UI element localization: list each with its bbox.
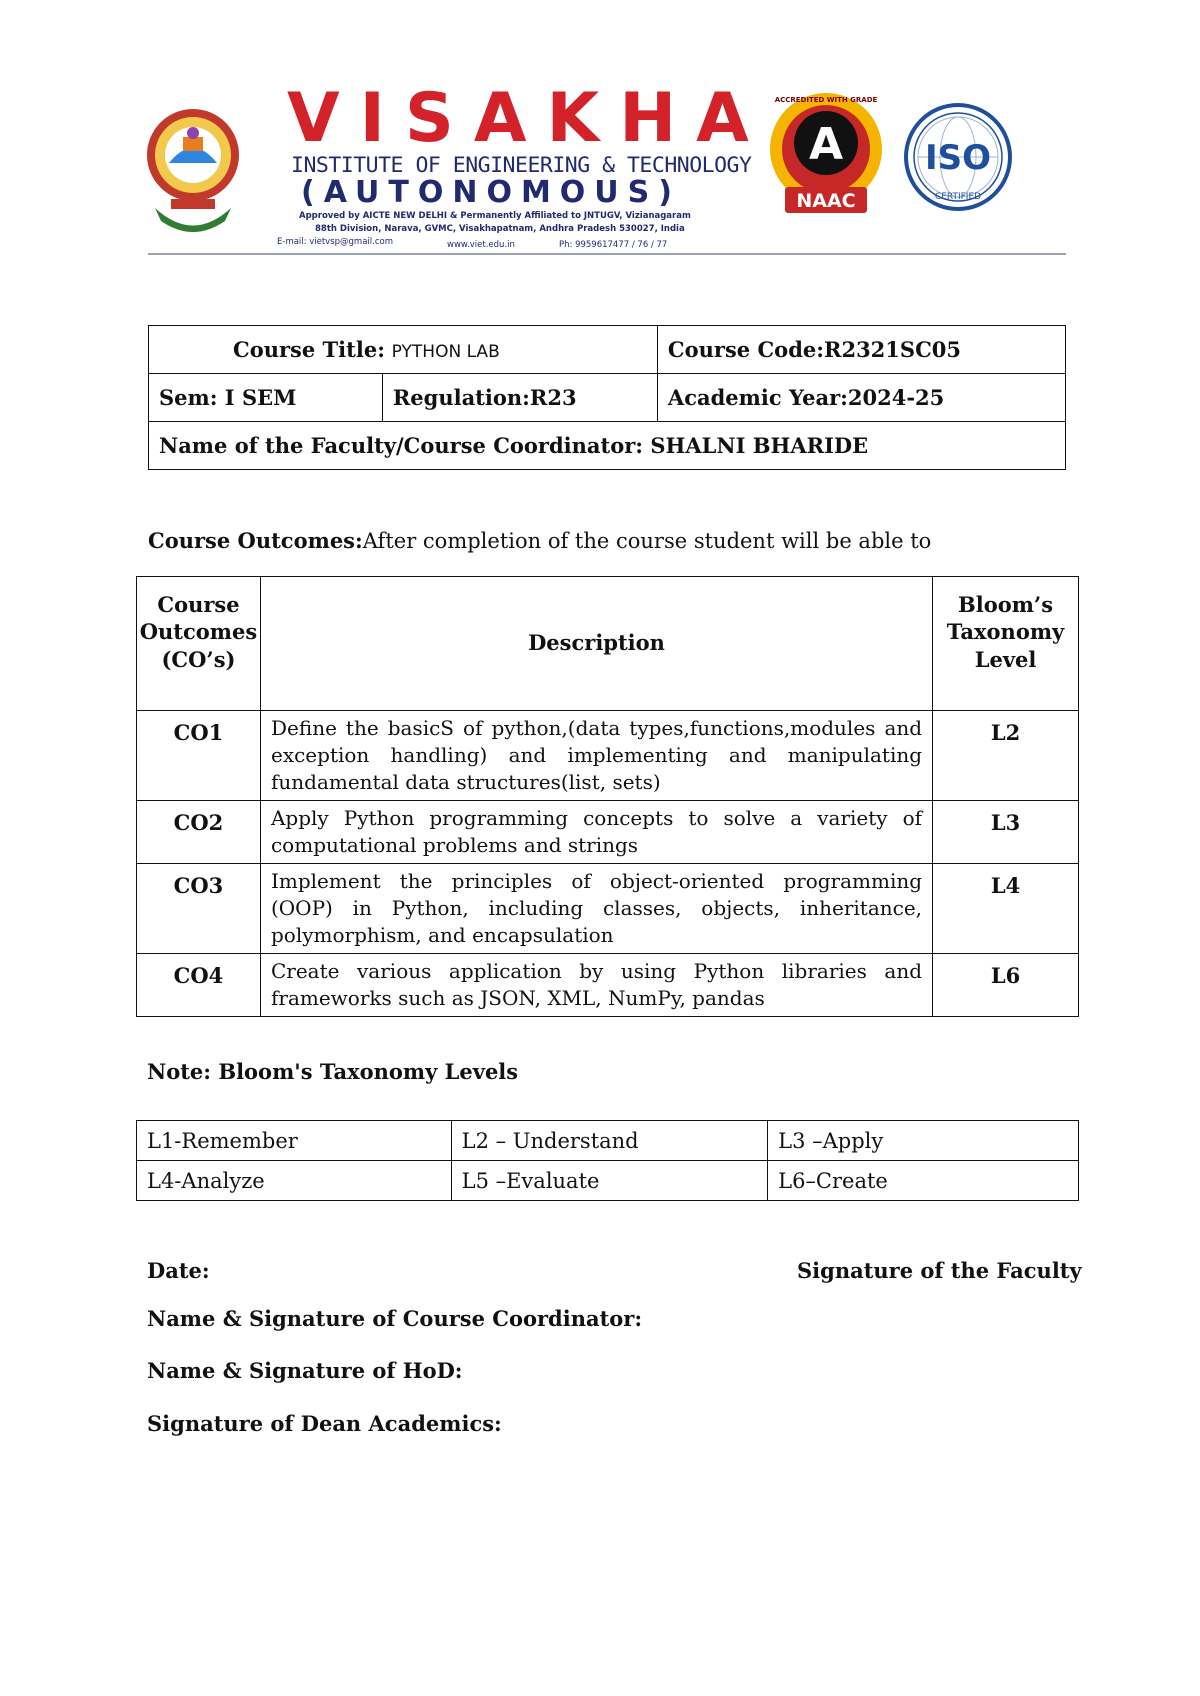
iso-label: ISO xyxy=(924,138,992,178)
header-line: Outcomes xyxy=(139,619,258,645)
dean-signature-label: Signature of Dean Academics: xyxy=(147,1411,502,1436)
blooms-levels-table xyxy=(136,1120,1079,1201)
course-info-table xyxy=(148,325,1066,470)
level-cell: L2 – Understand xyxy=(451,1121,768,1161)
table-row xyxy=(137,801,1079,864)
table-row xyxy=(137,711,1079,801)
table-row xyxy=(137,1121,1079,1161)
semester-cell: Sem: I SEM xyxy=(149,374,383,422)
co-level: L3 xyxy=(933,801,1079,864)
table-row xyxy=(137,864,1079,954)
date-label: Date: xyxy=(147,1258,210,1283)
table-row xyxy=(149,422,1066,470)
course-code-value: R2321SC05 xyxy=(824,337,962,362)
iso-ring-text: CERTIFIED xyxy=(934,192,982,202)
header-line: Bloom’s xyxy=(957,592,1054,617)
co-level: L6 xyxy=(933,954,1079,1017)
co-code: CO1 xyxy=(137,711,261,801)
naac-label: NAAC xyxy=(796,190,856,212)
course-title-cell xyxy=(149,326,658,374)
co-description: Implement the principles of object-oriented programming (OOP) in Python, including classes, objects, inheritance, polymorphism, and encapsulation xyxy=(260,864,932,954)
naac-badge-icon xyxy=(767,89,885,227)
iso-certified-icon xyxy=(903,91,1013,227)
blooms-note: Note: Bloom's Taxonomy Levels xyxy=(147,1059,519,1084)
course-title-value: PYTHON LAB xyxy=(391,342,500,362)
course-code-cell xyxy=(657,326,1065,374)
institute-brand xyxy=(277,79,769,250)
header-line: Taxonomy xyxy=(946,619,1065,645)
regulation-cell: Regulation:R23 xyxy=(382,374,657,422)
website-text: www.viet.edu.in xyxy=(447,240,515,250)
co-level: L4 xyxy=(933,864,1079,954)
course-code-label: Course Code: xyxy=(667,337,824,362)
coordinator-signature-label: Name & Signature of Course Coordinator: xyxy=(147,1306,643,1331)
faculty-signature-label: Signature of the Faculty xyxy=(797,1258,1082,1283)
column-header-level xyxy=(933,577,1079,711)
level-cell: L1-Remember xyxy=(137,1121,452,1161)
course-outcomes-text: After completion of the course student will be able to xyxy=(362,529,932,553)
table-row xyxy=(149,326,1066,374)
co-level: L2 xyxy=(933,711,1079,801)
level-cell: L4-Analyze xyxy=(137,1161,452,1201)
course-outcomes-table xyxy=(136,576,1079,1017)
institute-emblem-icon xyxy=(145,93,241,243)
co-description: Create various application by using Python libraries and frameworks such as JSON, XML, NumPy, pandas xyxy=(260,954,932,1017)
naac-ring-text: ACCREDITED WITH GRADE xyxy=(774,96,878,104)
course-title-label: Course Title: xyxy=(233,337,385,362)
autonomous-label: (AUTONOMOUS) xyxy=(301,175,681,210)
co-code: CO4 xyxy=(137,954,261,1017)
naac-grade: A xyxy=(808,119,844,170)
address-line: 88th Division, Narava, GVMC, Visakhapatnam, Andhra Pradesh 530027, India xyxy=(315,224,685,234)
approval-line: Approved by AICTE NEW DELHI & Permanently Affiliated to JNTUGV, Vizianagaram xyxy=(299,211,691,221)
faculty-cell: Name of the Faculty/Course Coordinator: SHALNI BHARIDE xyxy=(149,422,1066,470)
institute-name: VISAKHA xyxy=(287,79,769,158)
co-code: CO3 xyxy=(137,864,261,954)
academic-year-cell: Academic Year:2024-25 xyxy=(657,374,1065,422)
table-row xyxy=(137,1161,1079,1201)
column-header-description: Description xyxy=(260,577,932,711)
level-cell: L5 –Evaluate xyxy=(451,1161,768,1201)
email-text: E-mail: vietvsp@gmail.com xyxy=(277,237,393,247)
level-cell: L3 –Apply xyxy=(768,1121,1079,1161)
header-line: (CO’s) xyxy=(161,646,236,672)
column-header-co xyxy=(137,577,261,711)
hod-signature-label: Name & Signature of HoD: xyxy=(147,1358,463,1383)
table-row xyxy=(149,374,1066,422)
table-row xyxy=(137,954,1079,1017)
header-line: Level xyxy=(974,646,1037,672)
level-cell: L6–Create xyxy=(768,1161,1079,1201)
co-description: Define the basicS of python,(data types,functions,modules and exception handling) and implementing and manipulating fundamental data structures(list, sets) xyxy=(260,711,932,801)
institute-subtitle: INSTITUTE OF ENGINEERING & TECHNOLOGY xyxy=(291,153,752,178)
co-description: Apply Python programming concepts to solve a variety of computational problems and strings xyxy=(260,801,932,864)
co-code: CO2 xyxy=(137,801,261,864)
header-divider xyxy=(148,253,1066,255)
letterhead xyxy=(145,79,1065,260)
header-line: Course xyxy=(157,592,240,617)
course-outcomes-label: Course Outcomes: xyxy=(148,528,363,553)
table-header-row xyxy=(137,577,1079,711)
phone-text: Ph: 9959617477 / 76 / 77 xyxy=(559,240,668,250)
course-outcomes-intro xyxy=(148,528,931,553)
